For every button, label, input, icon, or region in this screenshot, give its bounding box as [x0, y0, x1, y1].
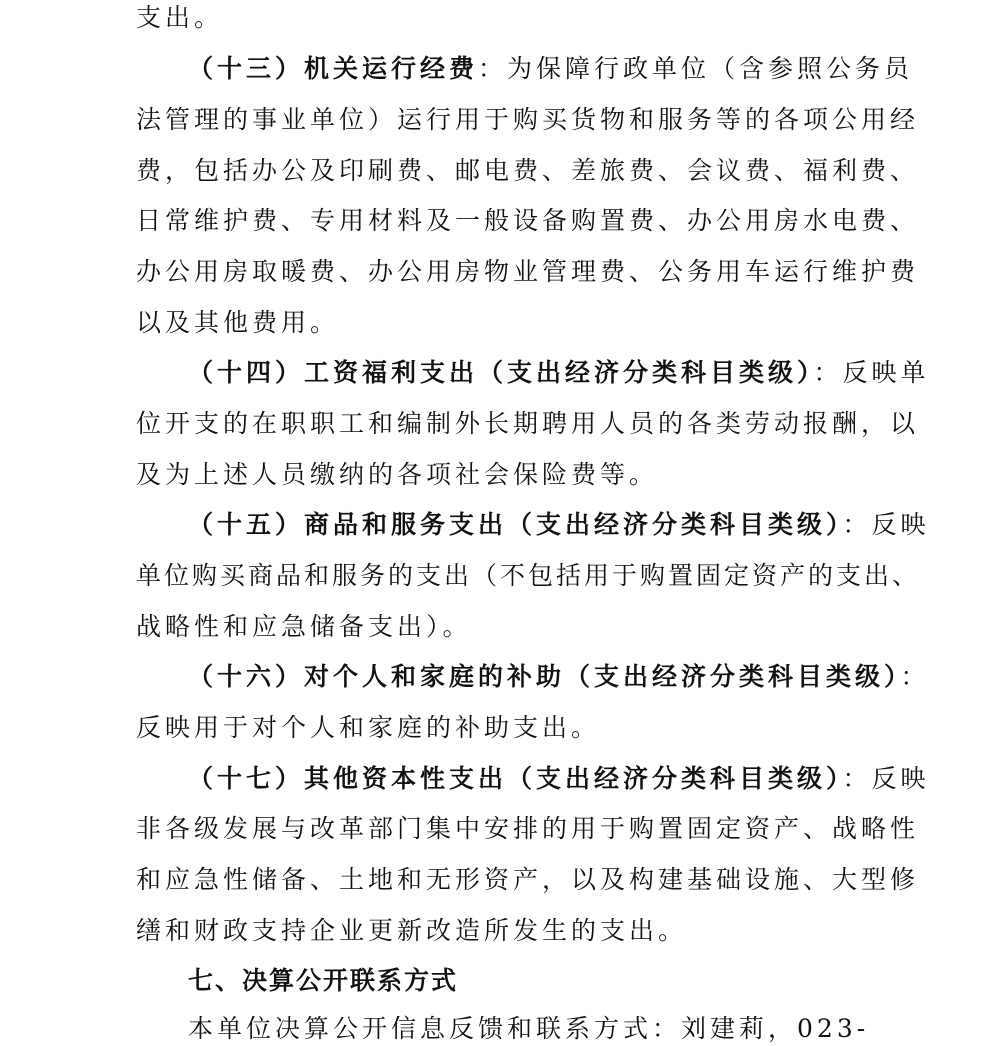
paragraph-line: 办公用房取暖费、办公用房物业管理费、公务用车运行维护费	[136, 257, 920, 286]
item-text: ：反映	[842, 510, 930, 539]
paragraph-line: 日常维护费、专用材料及一般设备购置费、办公用房水电费、	[136, 206, 920, 235]
item-heading: （十六）对个人和家庭的补助（支出经济分类科目类级）	[188, 662, 901, 691]
item-text: ：反映	[842, 764, 930, 793]
paragraph-line: 战略性和应急储备支出）。	[136, 612, 472, 641]
paragraph-line	[188, 660, 930, 694]
paragraph-line: 缮和财政支持企业更新改造所发生的支出。	[136, 916, 688, 945]
paragraph-line	[188, 52, 913, 86]
paragraph-line	[188, 356, 930, 390]
item-heading: （十三）机关运行经费	[188, 54, 479, 83]
paragraph-line: 费，包括办公及印刷费、邮电费、差旅费、会议费、福利费、	[136, 156, 920, 185]
paragraph-line	[188, 762, 930, 796]
item-heading: （十七）其他资本性支出（支出经济分类科目类级）	[188, 764, 843, 793]
paragraph-line: 和应急性储备、土地和无形资产，以及构建基础设施、大型修	[136, 865, 920, 894]
item-heading: （十五）商品和服务支出（支出经济分类科目类级）	[188, 510, 843, 539]
item-heading: （十四）工资福利支出（支出经济分类科目类级）	[188, 358, 814, 387]
paragraph-line: 及为上述人员缴纳的各项社会保险费等。	[136, 460, 659, 489]
paragraph-line: 单位购买商品和服务的支出（不包括用于购置固定资产的支出、	[136, 561, 921, 590]
item-text: ：	[900, 662, 930, 691]
paragraph-line: 反映用于对个人和家庭的补助支出。	[136, 713, 601, 742]
paragraph-line	[188, 508, 930, 542]
contact-line: 本单位决算公开信息反馈和联系方式：刘建莉，023-	[188, 1014, 870, 1043]
item-text: ：为保障行政单位（含参照公务员	[478, 54, 914, 83]
paragraph-line: 以及其他费用。	[136, 308, 340, 337]
paragraph-line: 支出。	[136, 3, 224, 32]
paragraph-line: 位开支的在职职工和编制外长期聘用人员的各类劳动报酬，以	[136, 409, 920, 438]
section-heading: 七、决算公开联系方式	[188, 966, 459, 995]
item-text: ：反映单	[813, 358, 930, 387]
paragraph-line: 非各级发展与改革部门集中安排的用于购置固定资产、战略性	[136, 814, 920, 843]
paragraph-line: 法管理的事业单位）运行用于购买货物和服务等的各项公用经	[136, 105, 920, 134]
